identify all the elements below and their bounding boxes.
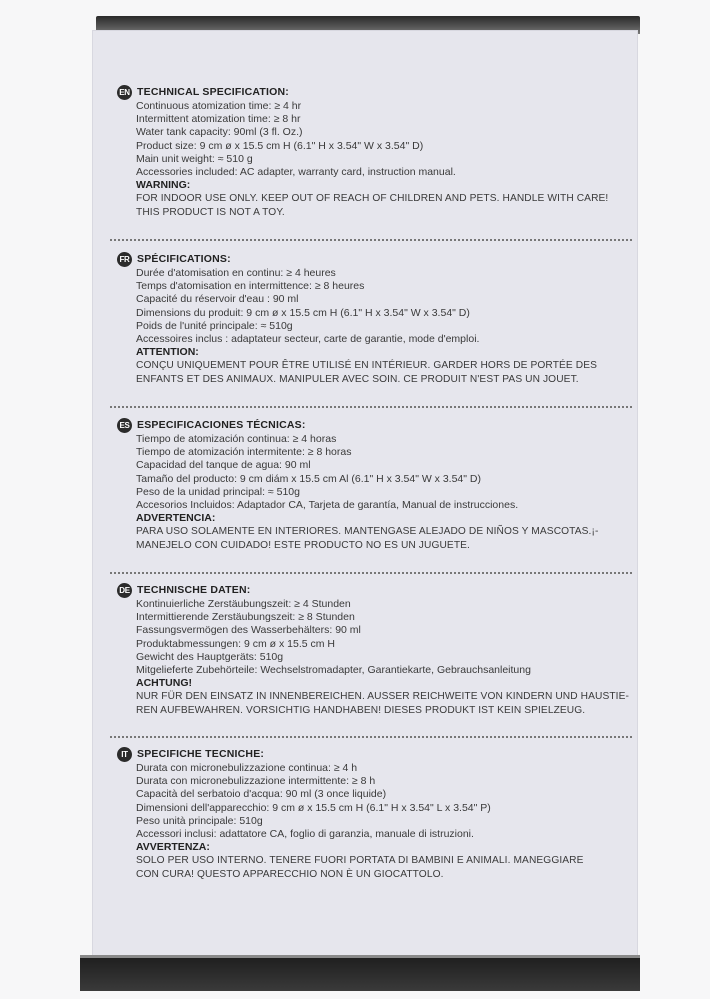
- spec-line: Capacità del serbatoio d'acqua: 90 ml (3 once liquide): [136, 788, 387, 801]
- section-title-it: SPECIFICHE TECNICHE:: [137, 748, 265, 760]
- language-badge-it: IT: [117, 747, 132, 762]
- section-divider: [110, 572, 632, 574]
- box-bottom-band: [80, 955, 640, 991]
- section-title-en: TECHNICAL SPECIFICATION:: [137, 86, 289, 98]
- section-divider: [110, 239, 632, 241]
- warning-line: PARA USO SOLAMENTE EN INTERIORES. MANTENGASE ALEJADO DE NIÑOS Y MASCOTAS.¡-: [136, 526, 599, 538]
- language-badge-fr: FR: [117, 252, 132, 267]
- warning-line: THIS PRODUCT IS NOT A TOY.: [136, 206, 285, 218]
- spec-line: Poids de l'unité principale: ≈ 510g: [136, 319, 293, 332]
- spec-line: Durée d'atomisation en continu: ≥ 4 heures: [136, 267, 336, 279]
- warning-line: CONÇU UNIQUEMENT POUR ÊTRE UTILISÉ EN INTÉRIEUR. GARDER HORS DE PORTÉE DES: [136, 360, 597, 372]
- section-divider: [110, 406, 632, 408]
- spec-line: Dimensioni dell'apparecchio: 9 cm ø x 15.5 cm H (6.1" H x 3.54" L x 3.54" P): [136, 801, 491, 814]
- section-it: [117, 746, 617, 881]
- spec-line: Continuous atomization time: ≥ 4 hr: [136, 100, 302, 112]
- warning-label: AVVERTENZA:: [136, 841, 210, 854]
- section-title-de: TECHNISCHE DATEN:: [137, 584, 251, 596]
- spec-line: Capacité du réservoir d'eau : 90 ml: [136, 293, 299, 306]
- spec-line: Produktabmessungen: 9 cm ø x 15.5 cm H: [136, 637, 336, 650]
- warning-line: SOLO PER USO INTERNO. TENERE FUORI PORTATA DI BAMBINI E ANIMALI. MANEGGIARE: [136, 855, 584, 867]
- spec-line: Durata con micronebulizzazione intermittente: ≥ 8 h: [136, 775, 376, 788]
- spec-line: Dimensions du produit: 9 cm ø x 15.5 cm H (6.1" H x 3.54" W x 3.54" D): [136, 306, 470, 319]
- section-es: [117, 417, 617, 552]
- warning-line: REN AUFBEWAHREN. VORSICHTIG HANDHABEN! DIESES PRODUKT IST KEIN SPIELZEUG.: [136, 704, 586, 716]
- section-fr: [117, 251, 617, 386]
- spec-line: Durata con micronebulizzazione continua: ≥ 4 h: [136, 762, 358, 774]
- spec-line: Tiempo de atomización intermitente: ≥ 8 horas: [136, 446, 352, 459]
- spec-line: Water tank capacity: 90ml (3 fl. Oz.): [136, 126, 303, 139]
- language-badge-de: DE: [117, 583, 132, 598]
- spec-line: Main unit weight: ≈ 510 g: [136, 152, 253, 165]
- spec-line: Intermittierende Zerstäubungszeit: ≥ 8 Stunden: [136, 611, 355, 624]
- spec-line: Accesorios Incluidos: Adaptador CA, Tarjeta de garantía, Manual de instrucciones.: [136, 499, 519, 512]
- warning-label: ADVERTENCIA:: [136, 512, 216, 525]
- spec-line: Mitgelieferte Zubehörteile: Wechselstromadapter, Garantiekarte, Gebrauchsanleitung: [136, 664, 531, 677]
- language-badge-en: EN: [117, 85, 132, 100]
- spec-line: Tamaño del producto: 9 cm diám x 15.5 cm Al (6.1" H x 3.54" W x 3.54" D): [136, 472, 481, 485]
- section-en: [117, 84, 617, 219]
- spec-line: Fassungsvermögen des Wasserbehälters: 90 ml: [136, 624, 361, 637]
- warning-line: NUR FÜR DEN EINSATZ IN INNENBEREICHEN. AUSSER REICHWEITE VON KINDERN UND HAUSTIE-: [136, 691, 629, 703]
- section-de: [117, 582, 629, 717]
- spec-line: Gewicht des Hauptgeräts: 510g: [136, 650, 284, 663]
- spec-line: Accessories included: AC adapter, warranty card, instruction manual.: [136, 166, 456, 179]
- warning-label: ACHTUNG!: [136, 677, 192, 690]
- spec-line: Accessoires inclus : adaptateur secteur, carte de garantie, mode d'emploi.: [136, 333, 480, 346]
- warning-line: FOR INDOOR USE ONLY. KEEP OUT OF REACH OF CHILDREN AND PETS. HANDLE WITH CARE!: [136, 193, 609, 205]
- section-divider: [110, 736, 632, 738]
- spec-line: Intermittent atomization time: ≥ 8 hr: [136, 113, 301, 126]
- spec-line: Accessori inclusi: adattatore CA, foglio di garanzia, manuale di istruzioni.: [136, 828, 474, 841]
- spec-line: Peso de la unidad principal: ≈ 510g: [136, 485, 300, 498]
- section-title-fr: SPÉCIFICATIONS:: [137, 253, 231, 265]
- spec-line: Temps d'atomisation en intermittence: ≥ 8 heures: [136, 280, 365, 293]
- warning-line: ENFANTS ET DES ANIMAUX. MANIPULER AVEC SOIN. CE PRODUIT N'EST PAS UN JOUET.: [136, 373, 579, 385]
- spec-line: Peso unità principale: 510g: [136, 814, 263, 827]
- spec-line: Kontinuierliche Zerstäubungszeit: ≥ 4 Stunden: [136, 598, 351, 610]
- warning-line: CON CURA! QUESTO APPARECCHIO NON È UN GIOCATTOLO.: [136, 868, 444, 880]
- spec-line: Product size: 9 cm ø x 15.5 cm H (6.1" H x 3.54" W x 3.54" D): [136, 139, 424, 152]
- warning-label: ATTENTION:: [136, 346, 199, 359]
- box-bottom-edge: [80, 955, 640, 958]
- spec-line: Capacidad del tanque de agua: 90 ml: [136, 459, 311, 472]
- section-title-es: ESPECIFICACIONES TÉCNICAS:: [137, 419, 306, 431]
- spec-line: Tiempo de atomización continua: ≥ 4 horas: [136, 433, 337, 445]
- warning-label: WARNING:: [136, 179, 191, 192]
- language-badge-es: ES: [117, 418, 132, 433]
- warning-line: MANEJELO CON CUIDADO! ESTE PRODUCTO NO ES UN JUGUETE.: [136, 539, 470, 551]
